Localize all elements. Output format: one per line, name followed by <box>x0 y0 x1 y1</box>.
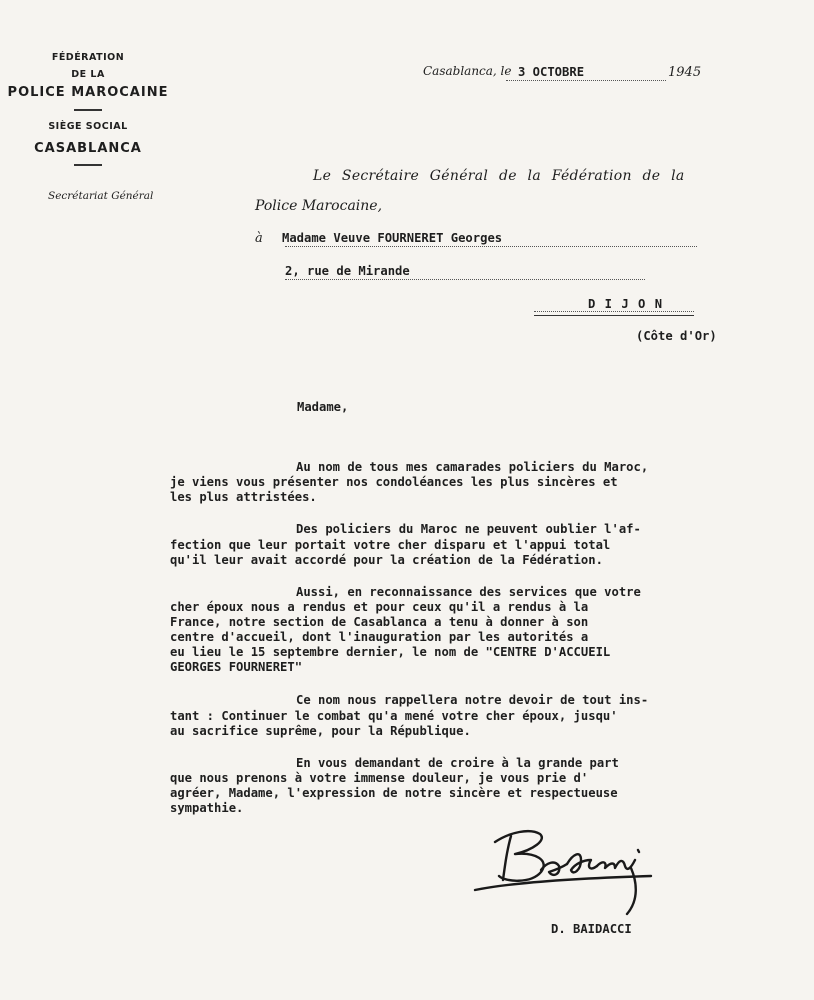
paragraph-line: eu lieu le 15 septembre dernier, le nom de "CENTRE D'ACCUEIL <box>170 645 611 659</box>
paragraph-line: Aussi, en reconnaissance des services que votre <box>296 585 641 599</box>
sender-line-1: Le Secrétaire Général de la Fédération de la <box>313 168 685 184</box>
recipient-city-line <box>534 311 694 312</box>
handwritten-signature <box>455 820 685 930</box>
letterhead-federation: FÉDÉRATION <box>51 52 125 63</box>
letterhead-divider <box>74 164 102 166</box>
date-dotted-line <box>506 80 666 81</box>
paragraph-line: les plus attristées. <box>170 490 317 504</box>
date-place: Casablanca, le <box>423 64 512 78</box>
recipient-city-underline <box>534 315 694 316</box>
letterhead-police-marocaine: POLICE MAROCAINE <box>7 85 169 100</box>
recipient-region: (Côte d'Or) <box>636 329 717 343</box>
sender-line-2: Police Marocaine, <box>255 198 383 214</box>
recipient-prefix: à <box>255 231 263 246</box>
paragraph-line: France, notre section de Casablanca a tenu à donner à son <box>170 615 589 629</box>
letterhead-siege-social: SIÈGE SOCIAL <box>48 121 128 132</box>
paragraph-line: tant : Continuer le combat qu'a mené votre cher époux, jusqu' <box>170 709 618 723</box>
recipient-city: D I J O N <box>588 297 664 311</box>
paragraph-line: sympathie. <box>170 801 244 815</box>
paragraph-line: cher époux nous a rendus et pour ceux qu'il a rendus à la <box>170 600 589 614</box>
letterhead-de-la: DE LA <box>71 69 105 80</box>
paragraph-line: centre d'accueil, dont l'inauguration par les autorités a <box>170 630 589 644</box>
paragraph-line: je viens vous présenter nos condoléances les plus sincères et <box>170 475 618 489</box>
paragraph-line: Des policiers du Maroc ne peuvent oublier l'af- <box>296 522 641 536</box>
paragraph-line: que nous prenons à votre immense douleur, je vous prie d' <box>170 771 589 785</box>
salutation: Madame, <box>297 400 349 414</box>
paragraph-line: GEORGES FOURNERET" <box>170 660 303 674</box>
paragraph-line: En vous demandant de croire à la grande part <box>296 756 619 770</box>
typed-signature-name: D. BAIDACCI <box>551 922 632 936</box>
paragraph-line: au sacrifice suprême, pour la République. <box>170 724 471 738</box>
letterhead-secretariat: Secrétariat Général <box>48 190 154 202</box>
recipient-street-line <box>285 279 645 280</box>
paragraph-line: fection que leur portait votre cher disparu et l'appui total <box>170 538 611 552</box>
recipient-name-line <box>285 246 697 247</box>
paragraph-line: qu'il leur avait accordé pour la création de la Fédération. <box>170 553 603 567</box>
paragraph-line: Ce nom nous rappellera notre devoir de tout ins- <box>296 693 649 707</box>
paragraph-line: agréer, Madame, l'expression de notre sincère et respectueuse <box>170 786 618 800</box>
date-day-month: 3 OCTOBRE <box>518 65 585 79</box>
date-year: 1945 <box>668 65 702 80</box>
recipient-street: 2, rue de Mirande <box>285 264 410 278</box>
letterhead-divider <box>74 109 102 111</box>
paragraph-line: Au nom de tous mes camarades policiers du Maroc, <box>296 460 649 474</box>
recipient-name: Madame Veuve FOURNERET Georges <box>282 231 503 245</box>
letterhead-casablanca: CASABLANCA <box>34 141 142 156</box>
